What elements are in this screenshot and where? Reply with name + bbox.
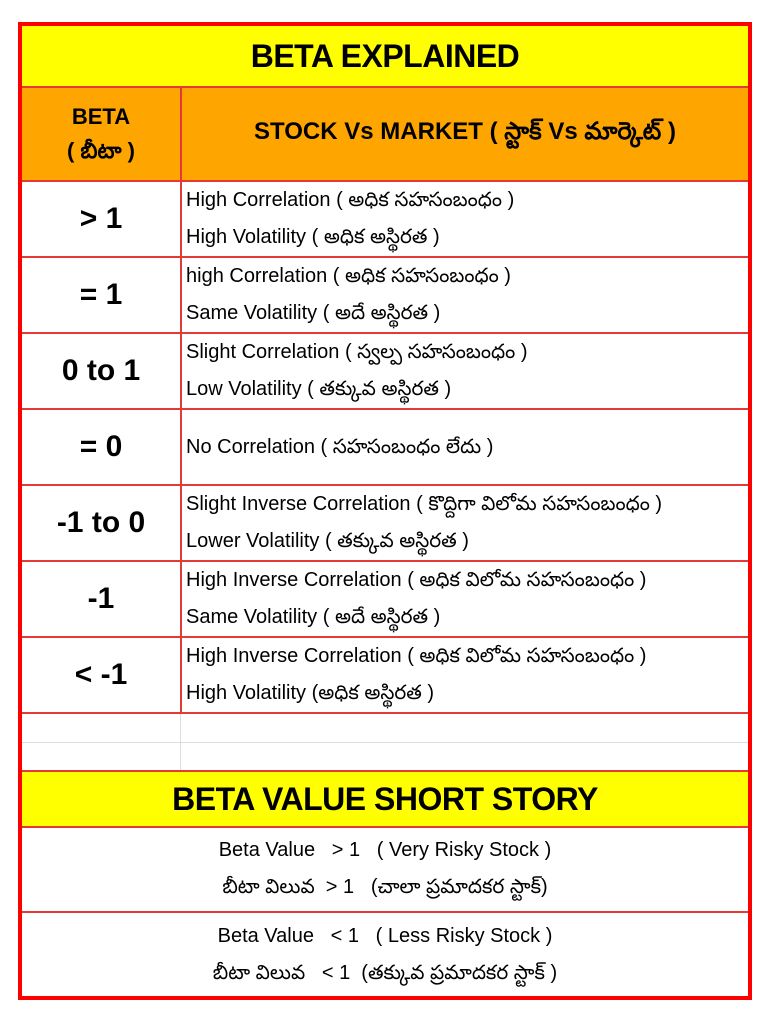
volatility-text: High Volatility ( అధిక అస్థిరత ) — [186, 226, 440, 248]
volatility-text: Same Volatility ( అదే అస్థిరత ) — [186, 302, 441, 324]
beta-value: = 1 — [22, 258, 182, 332]
beta-header-label: BETA — [71, 104, 131, 129]
table-row — [22, 486, 748, 562]
volatility-text: Lower Volatility ( తక్కువ అస్థిరత ) — [186, 530, 469, 552]
beta-value: -1 to 0 — [22, 486, 182, 560]
beta-explained-sheet — [18, 22, 752, 1000]
beta-column-header — [22, 88, 182, 180]
correlation-text: High Inverse Correlation ( అధిక విలోమ సహసంబంధం ) — [186, 645, 647, 667]
story-english-text: Beta Value > 1 ( Very Risky Stock ) — [218, 838, 552, 861]
row-description — [182, 562, 748, 636]
beta-table — [22, 182, 748, 774]
empty-row — [22, 714, 748, 743]
volatility-text: Low Volatility ( తక్కువ అస్థిరత ) — [186, 378, 452, 400]
correlation-text: No Correlation ( సహసంబంధం లేదు ) — [186, 435, 494, 458]
page-title: BETA EXPLAINED — [22, 26, 748, 88]
row-description — [182, 258, 748, 332]
story-english-text: Beta Value < 1 ( Less Risky Stock ) — [217, 924, 553, 947]
volatility-text: High Volatility (అధిక అస్థిరత ) — [186, 682, 435, 704]
table-row — [22, 410, 748, 486]
empty-cell — [22, 743, 181, 772]
beta-value: < -1 — [22, 638, 182, 712]
correlation-text: High Correlation ( అధిక సహసంబంధం ) — [186, 189, 515, 211]
row-description — [182, 410, 748, 484]
beta-header-label-telugu: ( బీటా ) — [67, 138, 135, 163]
story-telugu-text: బీటా విలువ < 1 (తక్కువ ప్రమాదకర స్టాక్ ) — [212, 961, 558, 984]
correlation-text: High Inverse Correlation ( అధిక విలోమ సహసంబంధం ) — [186, 569, 647, 591]
table-row — [22, 334, 748, 410]
beta-value: 0 to 1 — [22, 334, 182, 408]
correlation-text: high Correlation ( అధిక సహసంబంధం ) — [186, 265, 511, 287]
row-description — [182, 486, 748, 560]
story-item-low-beta — [22, 913, 748, 996]
story-telugu-text: బీటా విలువ > 1 (చాలా ప్రమాదకర స్టాక్) — [222, 875, 548, 898]
empty-cell — [181, 743, 748, 772]
table-row — [22, 562, 748, 638]
empty-cell — [181, 714, 748, 742]
table-header — [22, 88, 748, 182]
volatility-text: Same Volatility ( అదే అస్థిరత ) — [186, 606, 441, 628]
row-description — [182, 334, 748, 408]
beta-value: -1 — [22, 562, 182, 636]
table-row — [22, 258, 748, 334]
story-item-high-beta — [22, 826, 748, 913]
table-row — [22, 638, 748, 714]
beta-value: > 1 — [22, 182, 182, 256]
beta-value: = 0 — [22, 410, 182, 484]
table-row — [22, 182, 748, 258]
description-column-header: STOCK Vs MARKET ( స్టాక్ Vs మార్కెట్ ) — [254, 117, 676, 145]
row-description — [182, 638, 748, 712]
empty-cell — [22, 714, 181, 742]
story-title: BETA VALUE SHORT STORY — [22, 770, 748, 828]
row-description — [182, 182, 748, 256]
correlation-text: Slight Inverse Correlation ( కొద్దిగా విలోమ సహసంబంధం ) — [186, 493, 663, 515]
correlation-text: Slight Correlation ( స్వల్ప సహసంబంధం ) — [186, 341, 528, 363]
